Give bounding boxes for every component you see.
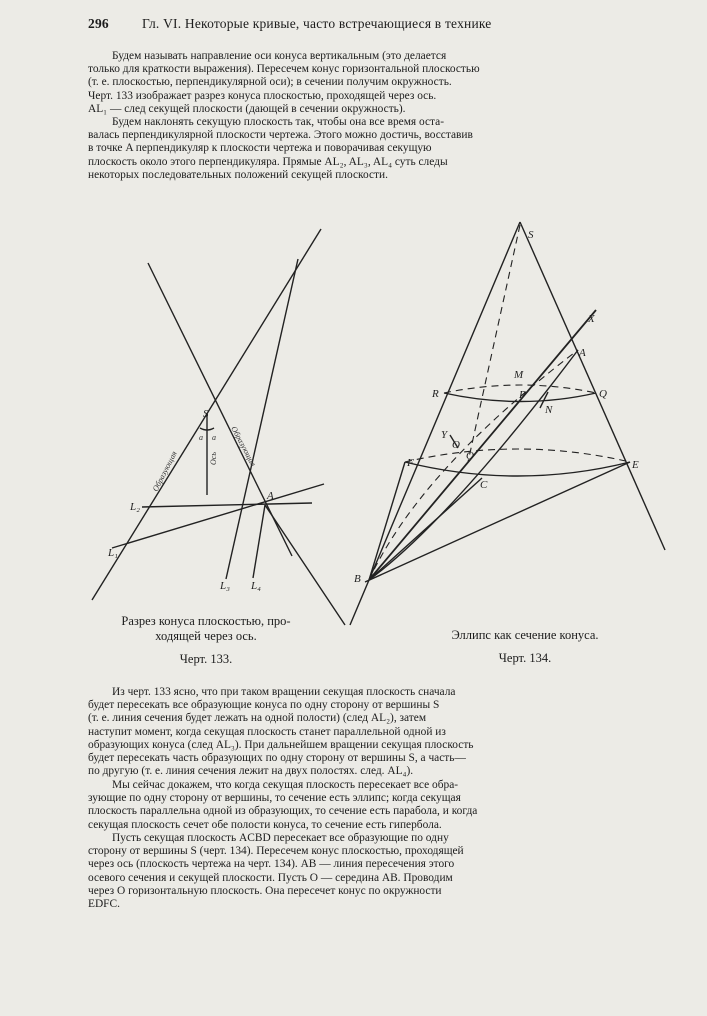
text-line: через O горизонтальную плоскость. Она пересечет конус по окружности	[88, 884, 442, 897]
line-e-b	[365, 462, 630, 582]
ellipse-section-back	[369, 350, 578, 580]
text-line: AL₁ — след секущей плоскости (дающей в сечении окружность).	[88, 102, 406, 115]
label-f: F	[407, 457, 414, 469]
trace-al3-line	[226, 259, 298, 579]
trace-al1-line	[142, 503, 312, 507]
text-line: плоскость около этого перпендикуляра. Прямые AL₂, AL₃, AL₄ суть следы	[88, 155, 448, 168]
text-line: Пусть секущая плоскость ACBD пересекает все образующие по одну	[112, 832, 449, 844]
figure-134-caption	[410, 628, 640, 666]
label-angle-a: a	[212, 433, 216, 442]
text-line: наступит момент, когда секущая плоскость станет параллельной одной из	[88, 725, 446, 738]
text-line: некоторых последовательных положений секущей плоскости.	[88, 168, 388, 181]
figure-133-number: Черт. 133.	[179, 652, 233, 666]
secant-line-ab	[369, 310, 596, 580]
label-x: X	[588, 313, 595, 325]
chapter-title: Гл. VI. Некоторые кривые, часто встречающиеся в технике	[142, 16, 492, 31]
text-line: образующих конуса (след AL₃). При дальнейшем вращении секущая плоскость	[88, 738, 474, 751]
text-line: валась перпендикулярной плоскости чертежа. Этого можно достичь, восставив	[88, 129, 473, 142]
label-generatrix-left: Образующая	[150, 449, 179, 493]
cone-axis-dashed	[468, 225, 520, 462]
text-line: Мы сейчас докажем, что когда секущая плоскость пересекает все обра-	[112, 779, 459, 791]
text-line: в точке A перпендикуляр к плоскости чертежа и поворачивая секущую	[88, 142, 432, 155]
caption-line: Разрез конуса плоскостью, про-	[121, 614, 291, 628]
text-line: осевого сечения и секущей плоскости. Пусть O — середина AB. Проводим	[88, 871, 453, 884]
caption-line: ходящей через ось.	[155, 629, 257, 643]
label-b: B	[354, 573, 361, 585]
label-l1: L₁	[108, 547, 118, 559]
label-a: A	[267, 490, 274, 502]
label-generatrix-right: Образующая	[229, 424, 258, 468]
label-a: A	[579, 347, 586, 359]
text-line: будет пересекать часть образующих по одну сторону от вершины S, а часть—	[88, 752, 466, 765]
label-c: C	[480, 479, 488, 491]
label-r: R	[432, 388, 439, 400]
text-line: EDFC.	[88, 898, 120, 911]
figure-134-number: Черт. 134.	[498, 651, 552, 665]
text-line: только для краткости выражения). Пересечем конус горизонтальной плоскостью	[88, 63, 480, 76]
page-number: 296	[88, 16, 109, 31]
text-line: сторону от вершины S (черт. 134). Пересечем конус плоскостью, проходящей	[88, 845, 464, 858]
text-line: Из черт. 133 ясно, что при таком вращении секущая плоскость сначала	[112, 686, 456, 698]
ellipse-section-front	[369, 350, 578, 580]
text-line: по другую (т. е. линия сечения лежит на двух полостях. след. AL₄).	[88, 765, 414, 778]
paragraph-body-3	[88, 832, 680, 911]
label-e: E	[632, 459, 639, 471]
line-b-c	[369, 478, 482, 580]
trace-extension-line	[265, 505, 345, 625]
cone-left-generatrix-line	[350, 222, 520, 625]
figure-133-caption	[88, 614, 324, 667]
label-s: S	[528, 229, 534, 241]
text-line: (т. е. линия сечения будет лежать на одной полости) (след AL₂), затем	[88, 712, 427, 725]
text-line: Черт. 133 изображает разрез конуса плоскостью, проходящей через ось.	[88, 89, 437, 102]
text-line: Будем называть направление оси конуса вертикальным (это делается	[112, 50, 447, 62]
text-line: плоскость параллельна одной из образующих, то сечение есть парабола, и когда	[88, 805, 478, 818]
label-angle-a: a	[199, 433, 203, 442]
text-line: секущая плоскость сечет обе полости конуса, то сечение есть гипербола.	[88, 818, 442, 831]
text-line: Будем наклонять секущую плоскость так, чтобы она все время оста-	[112, 116, 445, 128]
circle-fe-back	[405, 449, 630, 462]
trace-al4-line	[253, 505, 265, 578]
text-line: (т. е. плоскостью, перпендикулярной оси); в сечении получим окружность.	[88, 76, 452, 89]
label-l4: L₄	[251, 580, 261, 592]
label-q: Q	[599, 388, 607, 400]
label-n: N	[545, 404, 553, 416]
label-p: P	[519, 389, 526, 401]
circle-fe-front	[405, 462, 630, 476]
label-s: S	[203, 408, 209, 420]
line-f-b	[369, 462, 405, 580]
label-l2: L₂	[130, 501, 140, 513]
label-y: Y	[441, 429, 448, 441]
caption-line: Эллипс как сечение конуса.	[451, 628, 599, 642]
label-m: M	[514, 369, 524, 381]
label-axis: Ось	[209, 452, 218, 465]
label-o: O	[452, 439, 460, 451]
paragraph-body-2	[88, 779, 680, 832]
label-l3: L₃	[220, 580, 230, 592]
paragraph-body-1	[88, 686, 680, 778]
text-line: зующие по одну сторону от вершины, то сечение есть эллипс; когда секущая	[88, 792, 461, 805]
text-line: через ось (плоскость чертежа на черт. 134). AB — линия пересечения этого	[88, 858, 455, 871]
text-line: будет пересекать все образующие конуса по одну сторону от вершины S	[88, 699, 440, 712]
label-o1: O	[466, 450, 474, 462]
